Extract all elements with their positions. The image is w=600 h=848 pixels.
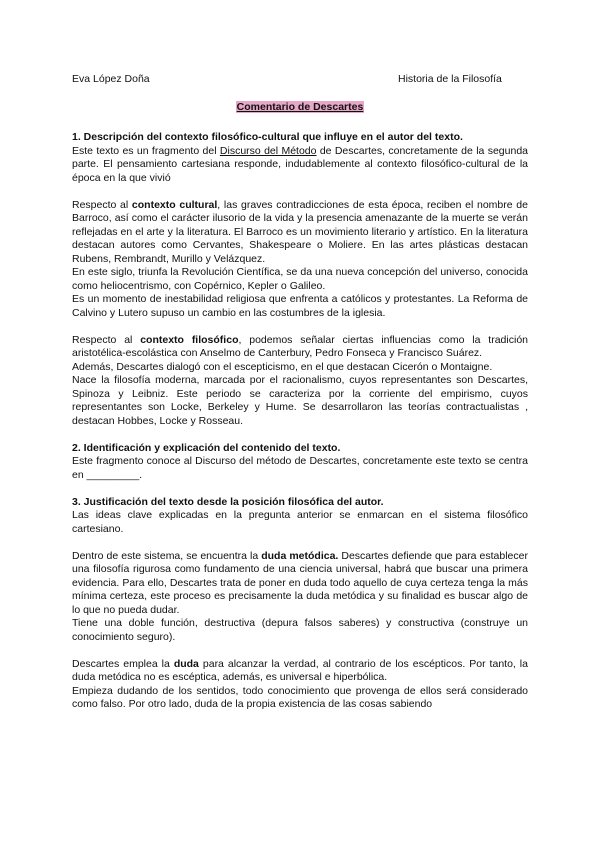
modern-philosophy-paragraph: Nace la filosofía moderna, marcada por el racionalismo, cuyos representantes son Descartes, Spinoza y Leibniz. Este periodo se caracteriza por la corriente del empirismo, cuyos representantes son Locke, Berkeley y Hume. Se desarrollaron las teorías contractualistas , destacan Hobbes, Locke y Rosseau.	[72, 374, 528, 427]
subject-name: Historia de la Filosofía	[398, 73, 502, 85]
skepticism-paragraph: Además, Descartes dialogó con el escepticismo, en el que destacan Cicerón o Montaigne.	[72, 360, 493, 373]
section-1-heading: 1. Descripción del contexto filosófico-cultural que influye en el autor del texto.	[72, 131, 463, 143]
philosophical-context-paragraph: Respecto al contexto filosófico, podemos señalar ciertas influencias como la tradición aristotélica-escolástica con Anselmo de Canterbury, Pedro Fonseca y Francisco Suárez.	[72, 333, 528, 359]
methodical-doubt-paragraph: Dentro de este sistema, se encuentra la duda metódica. Descartes defiende que para establecer una filosofía rigurosa como fundamento de una ciencia universal, habrá que buscar una primera evidencia. Para ello, Descartes trata de poner en duda todo aquello de cuya certeza tenga la más mínima certeza, este proceso es precisamente la duda metódica y su finalidad es buscar algo de lo que no pueda dudar.	[72, 549, 528, 616]
section-3-intro: Las ideas clave explicadas en la pregunta anterior se enmarcan en el sistema filosófico cartesiano.	[72, 509, 528, 535]
section-3-heading: 3. Justificación del texto desde la posición filosófica del autor.	[72, 495, 384, 508]
section-2-heading: 2. Identificación y explicación del contenido del texto.	[72, 441, 341, 454]
document-body	[72, 131, 528, 712]
author-name: Eva López Doña	[72, 73, 150, 85]
function-paragraph: Tiene una doble función, destructiva (depura falsos saberes) y constructiva (construye un conocimiento seguro).	[72, 617, 528, 643]
section-1-intro: Este texto es un fragmento del Discurso del Método de Descartes, concretamente de la segunda parte. El pensamiento cartesiana responde, indudablemente al contexto filosófico-cultural de la época en la que vivió	[72, 144, 529, 184]
senses-paragraph: Empieza dudando de los sentidos, todo conocimiento que provenga de ellos será considerado como falso. Por otro lado, duda de la propia existencia de las cosas sabiendo	[72, 684, 528, 710]
book-title-link: Discurso del Método	[219, 144, 317, 157]
title-highlight: Comentario de Descartes	[236, 101, 364, 113]
document-title	[0, 101, 600, 113]
doubt-usage-paragraph: Descartes emplea la duda para alcanzar la verdad, al contrario de los escépticos. Por tanto, la duda metódica no es escéptica, además, es universal e hiperbólica.	[72, 657, 528, 683]
section-2-text: Este fragmento conoce al Discurso del método de Descartes, concretamente este texto se centra en _________.	[72, 455, 528, 481]
religion-paragraph: Es un momento de inestabilidad religiosa que enfrenta a católicos y protestantes. La Reforma de Calvino y Lutero supuso un cambio en las costumbres de la iglesia.	[72, 293, 528, 319]
science-paragraph: En este siglo, triunfa la Revolución Científica, se da una nueva concepción del universo, conocida como heliocentrismo, con Copérnico, Kepler o Galileo.	[72, 266, 528, 292]
cultural-context-paragraph: Respecto al contexto cultural, las graves contradicciones de esta época, reciben el nombre de Barroco, así como el carácter ilusorio de la vida y la presencia amenazante de la muerte se verán reflejadas en el arte y la literatura. El Barroco es un movimiento literario y artístico. En la literatura destacan autores como Cervantes, Shakespeare o Moliere. En las artes plásticas destacan Rubens, Rembrandt, Murillo y Velázquez.	[72, 198, 528, 265]
